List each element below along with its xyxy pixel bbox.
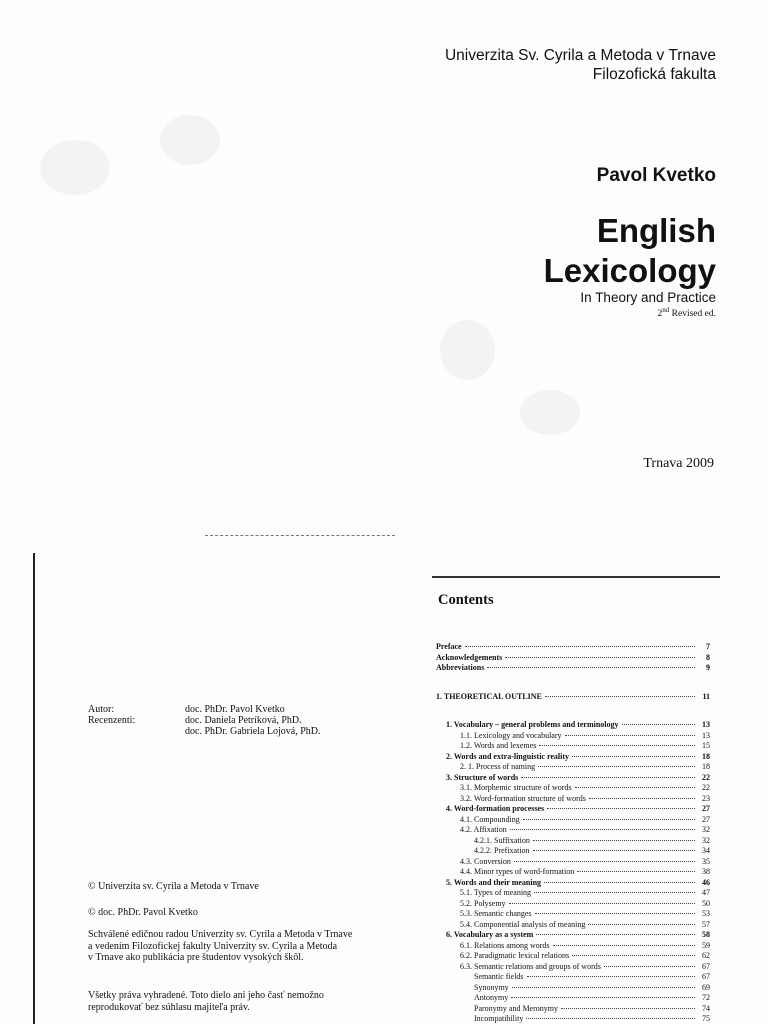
- university-name: Univerzita Sv. Cyrila a Metoda v Trnave: [444, 47, 716, 64]
- toc-entry-label: Incompatibility: [474, 1014, 524, 1023]
- toc-entry-label: 1. THEORETICAL OUTLINE: [436, 691, 542, 701]
- toc-entry-label: 5. Words and their meaning: [446, 877, 542, 887]
- toc-entry: [436, 866, 710, 877]
- toc-leader-dots: [523, 819, 695, 820]
- toc-page-number: 67: [702, 972, 710, 981]
- toc-page-number: 15: [702, 741, 710, 750]
- toc-entry-label: Preface: [436, 642, 462, 651]
- toc-entry: [436, 793, 710, 804]
- edition-number: 2: [657, 309, 663, 320]
- scan-blotch: [440, 320, 495, 380]
- approval-line: a vedením Filozofickej fakulty Univerzity sv. Cyrila a Metoda: [88, 940, 338, 952]
- toc-entry: [436, 740, 710, 751]
- toc-entry: [436, 992, 710, 1003]
- toc-page-number: 18: [702, 762, 710, 771]
- toc-entry: [436, 641, 710, 652]
- copyright-university: © Univerzita sv. Cyrila a Metoda v Trnave: [88, 881, 259, 892]
- toc-entry: [436, 662, 710, 673]
- toc-leader-dots: [533, 850, 695, 851]
- scan-blotch: [160, 115, 220, 165]
- toc-entry: [436, 961, 710, 972]
- toc-entry-label: 4.2.2. Prefixation: [474, 846, 530, 855]
- scan-blotch: [40, 140, 110, 195]
- toc-leader-dots: [604, 966, 695, 967]
- toc-leader-dots: [589, 798, 695, 799]
- toc-leader-dots: [505, 657, 695, 658]
- toc-entry: [436, 782, 710, 793]
- toc-leader-dots: [538, 766, 695, 767]
- toc-entry: [436, 856, 710, 867]
- toc-entry-label: 1.1. Lexicology and vocabulary: [460, 730, 562, 740]
- toc-page-number: 27: [702, 814, 710, 824]
- toc-entry-label: Acknowledgements: [436, 652, 503, 662]
- toc-leader-dots: [509, 903, 695, 904]
- toc-entry: [436, 772, 710, 783]
- toc-page-number: 22: [702, 783, 710, 792]
- toc-leader-dots: [545, 696, 695, 697]
- toc-page-number: 75: [702, 1014, 710, 1023]
- book-author: Pavol Kvetko: [596, 165, 716, 186]
- toc-entry-label: 4.4. Minor types of word-formation: [460, 867, 575, 876]
- toc-entry: [436, 982, 710, 993]
- toc-page-number: 62: [702, 951, 710, 960]
- toc-entry: [436, 887, 710, 898]
- toc-page-number: 57: [702, 919, 710, 929]
- toc-entry-label: 4.1. Compounding: [460, 814, 520, 824]
- scan-blotch: [520, 390, 580, 435]
- toc-page-number: 58: [702, 930, 710, 939]
- toc-entry: [436, 751, 710, 762]
- approval-note: [88, 929, 352, 964]
- toc-leader-dots: [561, 1008, 695, 1009]
- toc-entry: [436, 950, 710, 961]
- toc-leader-dots: [544, 882, 695, 883]
- toc-page-number: 7: [706, 642, 710, 651]
- toc-leader-dots: [539, 745, 695, 746]
- toc-leader-dots: [547, 808, 695, 809]
- toc-entry-label: 4.3. Conversion: [460, 856, 511, 866]
- toc-entry: [436, 824, 710, 835]
- toc-entry-label: 6.3. Semantic relations and groups of words: [460, 961, 601, 971]
- page-divider-dashed: [205, 535, 395, 536]
- toc-entry: [436, 1003, 710, 1014]
- toc-leader-dots: [521, 777, 695, 778]
- toc-leader-dots: [514, 861, 695, 862]
- toc-page-number: 50: [702, 898, 710, 908]
- toc-page-number: 18: [702, 751, 710, 761]
- toc-entry-label: 5.4. Componential analysis of meaning: [460, 919, 586, 929]
- toc-entry: [436, 1013, 710, 1024]
- toc-entry: [436, 971, 710, 982]
- toc-entry: [436, 719, 710, 730]
- toc-entry: [436, 940, 710, 951]
- toc-leader-dots: [572, 756, 695, 757]
- toc-entry-label: Abbreviations: [436, 663, 485, 672]
- edition-note: [658, 306, 716, 319]
- toc-entry-label: 6. Vocabulary as a system: [446, 930, 534, 939]
- copyright-author: © doc. PhDr. Pavol Kvetko: [88, 907, 198, 918]
- toc-leader-dots: [510, 829, 695, 830]
- toc-entry-label: 3.1. Morphemic structure of words: [460, 783, 572, 792]
- toc-entry-label: 1. Vocabulary – general problems and terminology: [446, 720, 619, 729]
- toc-leader-dots: [565, 735, 695, 736]
- toc-page-number: 74: [702, 1003, 710, 1013]
- toc-entry-label: 4.2.1. Suffixation: [474, 835, 530, 845]
- book-title-line1: English: [596, 212, 716, 249]
- toc-entry-label: 3. Structure of words: [446, 772, 519, 782]
- toc-entry: [436, 898, 710, 909]
- toc-page-number: 59: [702, 940, 710, 950]
- toc-page-number: 13: [702, 730, 710, 740]
- toc-page-number: 8: [706, 652, 710, 662]
- toc-page-number: 47: [702, 888, 710, 897]
- edition-text: Revised ed.: [669, 309, 716, 320]
- author-label: Autor:: [88, 704, 115, 715]
- toc-entry-label: 4. Word-formation processes: [446, 804, 545, 813]
- toc-entry-label: 2. 1. Process of naming: [460, 762, 536, 771]
- book-title-line2: Lexicology: [543, 252, 716, 289]
- toc-page-number: 13: [702, 720, 710, 729]
- toc-entry-label: Synonymy: [474, 982, 509, 992]
- toc-entry-label: 2. Words and extra-linguistic reality: [446, 751, 570, 761]
- toc-leader-dots: [511, 997, 695, 998]
- toc-page-number: 27: [702, 804, 710, 813]
- toc-page-number: 46: [702, 877, 710, 887]
- toc-leader-dots: [527, 976, 695, 977]
- toc-page-number: 11: [702, 691, 710, 701]
- toc-entry: [436, 730, 710, 741]
- toc-entry-label: Semantic fields: [474, 972, 524, 981]
- toc-leader-dots: [512, 987, 695, 988]
- approval-line: v Trnave ako publikácia pre študentov vysokých škôl.: [88, 952, 304, 963]
- toc-entry: [436, 803, 710, 814]
- toc-leader-dots: [536, 934, 695, 935]
- toc-entry: [436, 877, 710, 888]
- reviewer-2: doc. PhDr. Gabriela Lojová, PhD.: [185, 726, 321, 737]
- contents-heading: Contents: [438, 592, 494, 608]
- toc-leader-dots: [588, 924, 695, 925]
- book-subtitle: In Theory and Practice: [580, 290, 716, 305]
- toc-leader-dots: [553, 945, 695, 946]
- toc-entry-label: 3.2. Word-formation structure of words: [460, 793, 586, 803]
- toc-page-number: 32: [702, 825, 710, 834]
- author-value: doc. PhDr. Pavol Kvetko: [185, 704, 285, 715]
- rights-note: [88, 990, 324, 1013]
- toc-entry: [436, 845, 710, 856]
- toc-entry-label: 5.2. Polysemy: [460, 898, 506, 908]
- reviewers-label: Recenzenti:: [88, 715, 136, 726]
- toc-entry-label: 5.1. Types of meaning: [460, 888, 532, 897]
- toc-entry-label: 1.2. Words and lexemes: [460, 741, 537, 750]
- toc-page-number: 9: [706, 663, 710, 672]
- toc-entry-label: Paronymy and Meronymy: [474, 1003, 558, 1013]
- rights-line: reprodukovať bez súhlasu majiteľa práv.: [88, 1001, 250, 1013]
- toc-entry: [436, 919, 710, 930]
- toc-page-number: 53: [702, 909, 710, 918]
- edition-suffix: nd: [662, 306, 670, 314]
- toc-entry-label: 4.2. Affixation: [460, 825, 507, 834]
- toc-page-number: 69: [702, 982, 710, 992]
- reviewer-1: doc. Daniela Petríková, PhD.: [185, 715, 302, 726]
- toc-page-number: 35: [702, 856, 710, 866]
- toc-entry: [436, 691, 710, 702]
- page-edge-line: [33, 553, 35, 1024]
- toc-entry: [436, 908, 710, 919]
- toc-leader-dots: [575, 787, 695, 788]
- toc-page-number: 32: [702, 835, 710, 845]
- faculty-name: Filozofická fakulta: [592, 66, 716, 83]
- toc-entry: [436, 814, 710, 825]
- toc-leader-dots: [577, 871, 695, 872]
- toc-page-number: 22: [702, 772, 710, 782]
- toc-page-number: 23: [702, 793, 710, 803]
- toc-leader-dots: [534, 892, 695, 893]
- place-year: Trnava 2009: [643, 456, 714, 471]
- contents-top-rule: [432, 576, 720, 578]
- toc-leader-dots: [526, 1018, 695, 1019]
- toc-entry: [436, 835, 710, 846]
- approval-line: Schválené edičnou radou Univerzity sv. Cyrila a Metoda v Trnave: [88, 929, 353, 940]
- university-block: [445, 46, 716, 84]
- toc-entry-label: Antonymy: [474, 993, 509, 1002]
- toc-leader-dots: [487, 667, 695, 668]
- toc-leader-dots: [533, 840, 695, 841]
- rights-line: Všetky práva vyhradené. Toto dielo ani jeho časť nemožno: [88, 990, 324, 1001]
- toc-entry-label: 6.1. Relations among words: [460, 940, 550, 950]
- toc-leader-dots: [622, 724, 695, 725]
- toc-entry: [436, 929, 710, 940]
- toc-page-number: 67: [702, 961, 710, 971]
- toc-entry: [436, 761, 710, 772]
- toc-page-number: 38: [702, 867, 710, 876]
- toc-leader-dots: [572, 955, 695, 956]
- toc-entry-label: 5.3. Semantic changes: [460, 909, 532, 918]
- toc-leader-dots: [465, 646, 695, 647]
- toc-leader-dots: [535, 913, 695, 914]
- toc-page-number: 72: [702, 993, 710, 1002]
- toc-entry: [436, 652, 710, 663]
- toc-entry-label: 6.2. Paradigmatic lexical relations: [460, 951, 570, 960]
- toc-page-number: 34: [702, 846, 710, 855]
